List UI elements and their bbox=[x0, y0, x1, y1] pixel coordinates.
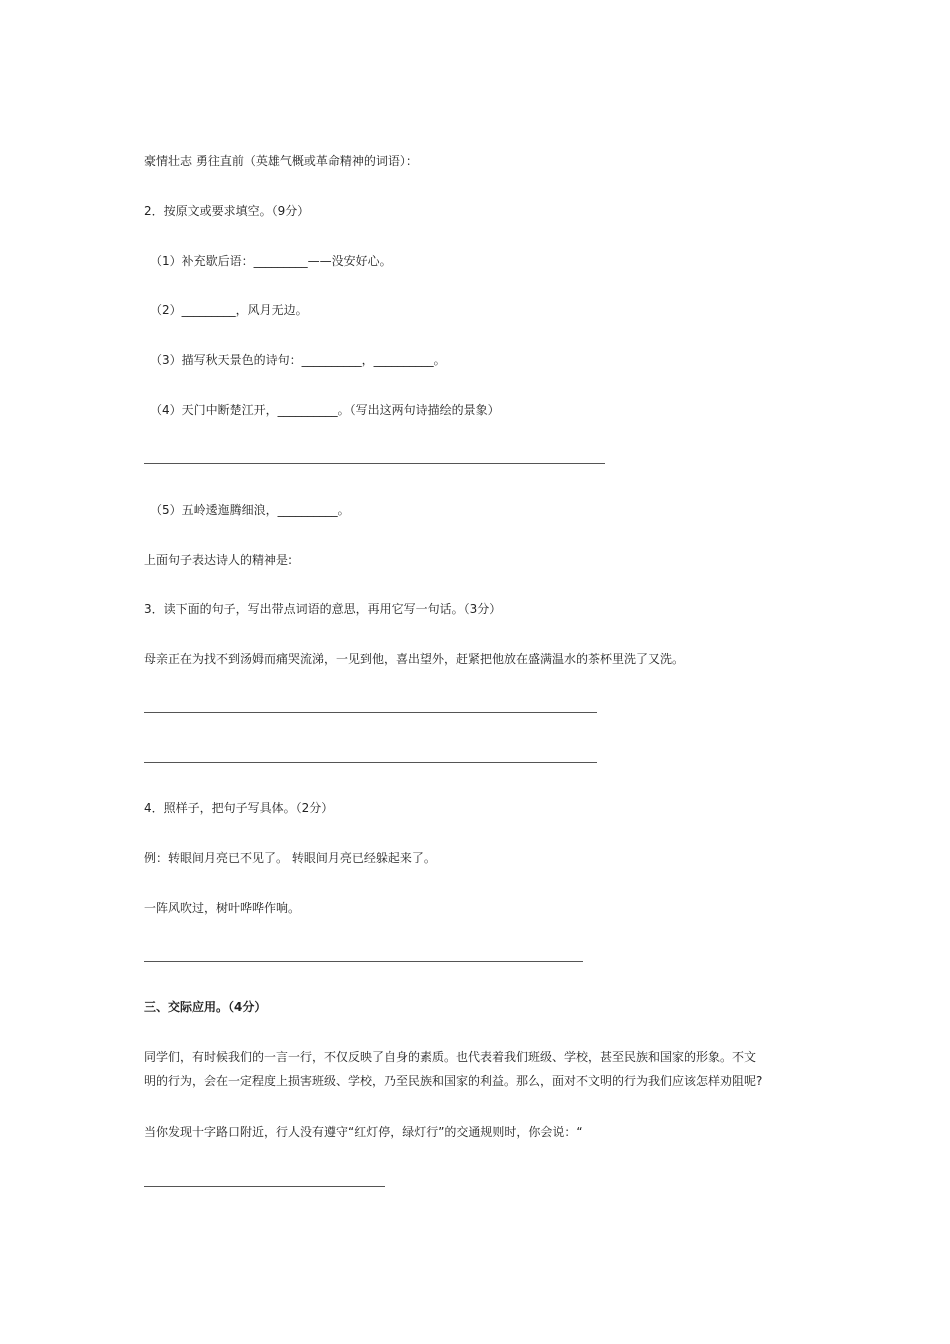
poet-spirit-prompt: 上面句子表达诗人的精神是: bbox=[144, 553, 293, 567]
question-2-item-5: （5）五岭逶迤腾细浪，__________。 bbox=[150, 503, 350, 517]
section-3-heading: 三、交际应用。（4分） bbox=[144, 1000, 267, 1014]
question-2-item-3: （3）描写秋天景色的诗句：__________，__________。 bbox=[150, 353, 446, 367]
question-4-example: 例：转眼间月亮已不见了。 转眼间月亮已经躲起来了。 bbox=[144, 851, 436, 865]
answer-line bbox=[144, 762, 597, 763]
answer-line bbox=[144, 463, 605, 464]
question-4-sentence: 一阵风吹过，树叶哗哗作响。 bbox=[144, 901, 301, 915]
question-2-item-1: （1）补充歇后语：_________——没安好心。 bbox=[150, 254, 392, 268]
paragraph-line-2: 明的行为，会在一定程度上损害班级、学校，乃至民族和国家的利益。那么，面对不文明的行为我们应该怎样劝阻呢? bbox=[144, 1074, 763, 1088]
answer-line bbox=[144, 1186, 385, 1187]
heroic-words-line: 豪情壮志 勇往直前（英雄气概或革命精神的词语）： bbox=[144, 154, 418, 168]
question-2-item-4: （4）天门中断楚江开，__________。（写出这两句诗描绘的景象） bbox=[150, 403, 500, 417]
question-2-item-2: （2）_________，风月无边。 bbox=[150, 303, 308, 317]
traffic-scenario-prompt: 当你发现十字路口附近，行人没有遵守“红灯停，绿灯行”的交通规则时，你会说：“ bbox=[144, 1125, 583, 1139]
paragraph-line-1: 同学们，有时候我们的一言一行，不仅反映了自身的素质。也代表着我们班级、学校，甚至民族和国家的形象。不文 bbox=[144, 1050, 757, 1064]
question-3-sentence: 母亲正在为找不到汤姆而痛哭流涕，一见到他，喜出望外，赶紧把他放在盛满温水的茶杯里洗了又洗。 bbox=[144, 652, 685, 666]
question-3-heading: 3．读下面的句子，写出带点词语的意思，再用它写一句话。（3分） bbox=[144, 602, 502, 616]
answer-line bbox=[144, 961, 583, 962]
answer-line bbox=[144, 712, 597, 713]
question-2-heading: 2．按原文或要求填空。（9分） bbox=[144, 204, 310, 218]
question-4-heading: 4．照样子，把句子写具体。（2分） bbox=[144, 801, 334, 815]
